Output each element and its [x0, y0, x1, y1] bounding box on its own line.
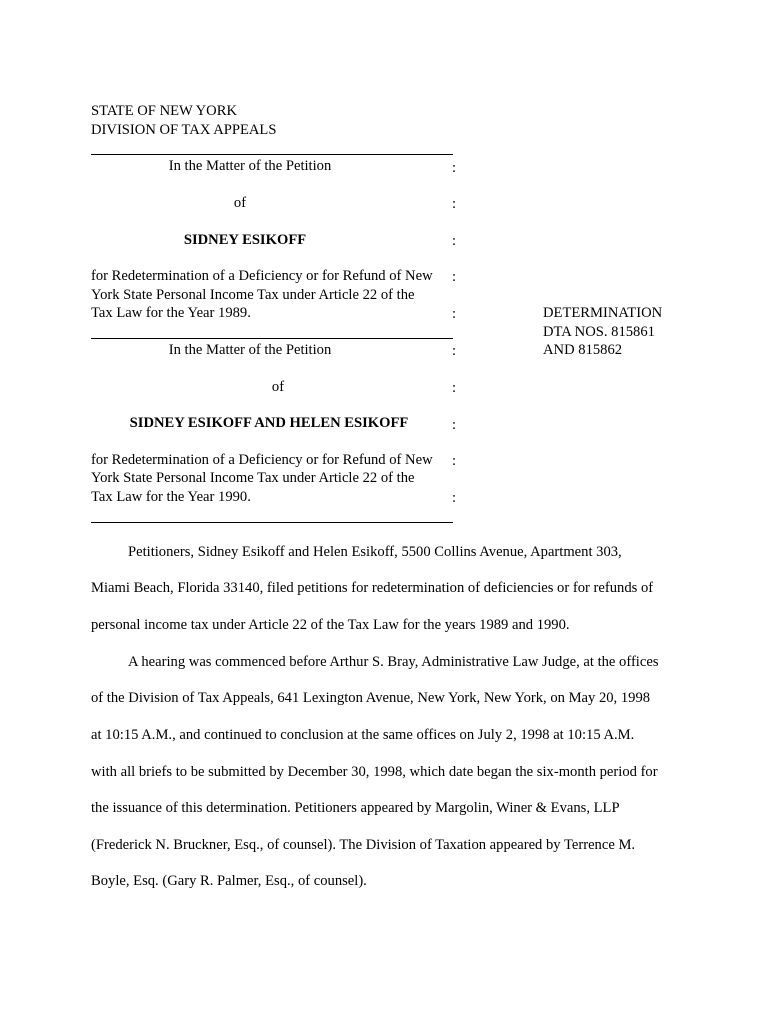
caption-colon: : — [452, 306, 457, 322]
dta-numbers-line1: DTA NOS. 815861 — [543, 324, 655, 340]
caption-colon: : — [452, 233, 457, 249]
paragraph-1-line: personal income tax under Article 22 of the Tax Law for the years 1989 and 1990. — [91, 617, 570, 633]
paragraph-2-line: (Frederick N. Bruckner, Esq., of counsel). The Division of Taxation appeared by Terrence M. — [91, 837, 636, 853]
matter2-desc-line: York State Personal Income Tax under Article 22 of the — [91, 470, 415, 486]
matter2-petitioner-names: SIDNEY ESIKOFF AND HELEN ESIKOFF — [129, 415, 409, 431]
paragraph-2-line: at 10:15 A.M., and continued to conclusion at the same offices on July 2, 1998 at 10:15 A.M. — [91, 727, 635, 743]
matter2-heading: In the Matter of the Petition — [168, 342, 332, 358]
caption-rule-bottom — [91, 522, 453, 523]
matter1-desc-line: for Redetermination of a Deficiency or for Refund of New — [91, 268, 433, 284]
paragraph-1-line: Petitioners, Sidney Esikoff and Helen Esikoff, 5500 Collins Avenue, Apartment 303, — [128, 544, 622, 560]
matter2-desc-line: for Redetermination of a Deficiency or for Refund of New — [91, 452, 433, 468]
paragraph-2-line: A hearing was commenced before Arthur S. Bray, Administrative Law Judge, at the offices — [128, 654, 659, 670]
caption-colon: : — [452, 160, 457, 176]
caption-colon: : — [452, 453, 457, 469]
dta-numbers-line2: AND 815862 — [543, 342, 623, 358]
caption-rule-top — [91, 154, 453, 155]
caption-colon: : — [452, 490, 457, 506]
paragraph-2-line: with all briefs to be submitted by December 30, 1998, which date began the six-month period for — [91, 764, 658, 780]
agency-state: STATE OF NEW YORK — [91, 103, 237, 119]
matter1-of: of — [233, 195, 247, 211]
caption-colon: : — [452, 196, 457, 212]
matter1-desc-line: York State Personal Income Tax under Article 22 of the — [91, 287, 415, 303]
paragraph-1-line: Miami Beach, Florida 33140, filed petitions for redetermination of deficiencies or for refunds of — [91, 580, 654, 596]
caption-colon: : — [452, 343, 457, 359]
paragraph-2-line: of the Division of Tax Appeals, 641 Lexington Avenue, New York, New York, on May 20, 1998 — [91, 690, 651, 706]
paragraph-2-line: the issuance of this determination. Petitioners appeared by Margolin, Winer & Evans, LLP — [91, 800, 620, 816]
matter1-petitioner-name: SIDNEY ESIKOFF — [183, 232, 307, 248]
matter2-desc-line: Tax Law for the Year 1990. — [91, 489, 251, 505]
matter1-desc-line: Tax Law for the Year 1989. — [91, 305, 251, 321]
paragraph-2-line: Boyle, Esq. (Gary R. Palmer, Esq., of counsel). — [91, 873, 367, 889]
determination-title: DETERMINATION — [543, 305, 663, 321]
caption-rule-middle — [91, 338, 453, 339]
matter2-of: of — [271, 379, 285, 395]
caption-colon: : — [452, 380, 457, 396]
caption-colon: : — [452, 417, 457, 433]
matter1-heading: In the Matter of the Petition — [168, 158, 332, 174]
agency-division: DIVISION OF TAX APPEALS — [91, 122, 277, 138]
caption-colon: : — [452, 269, 457, 285]
